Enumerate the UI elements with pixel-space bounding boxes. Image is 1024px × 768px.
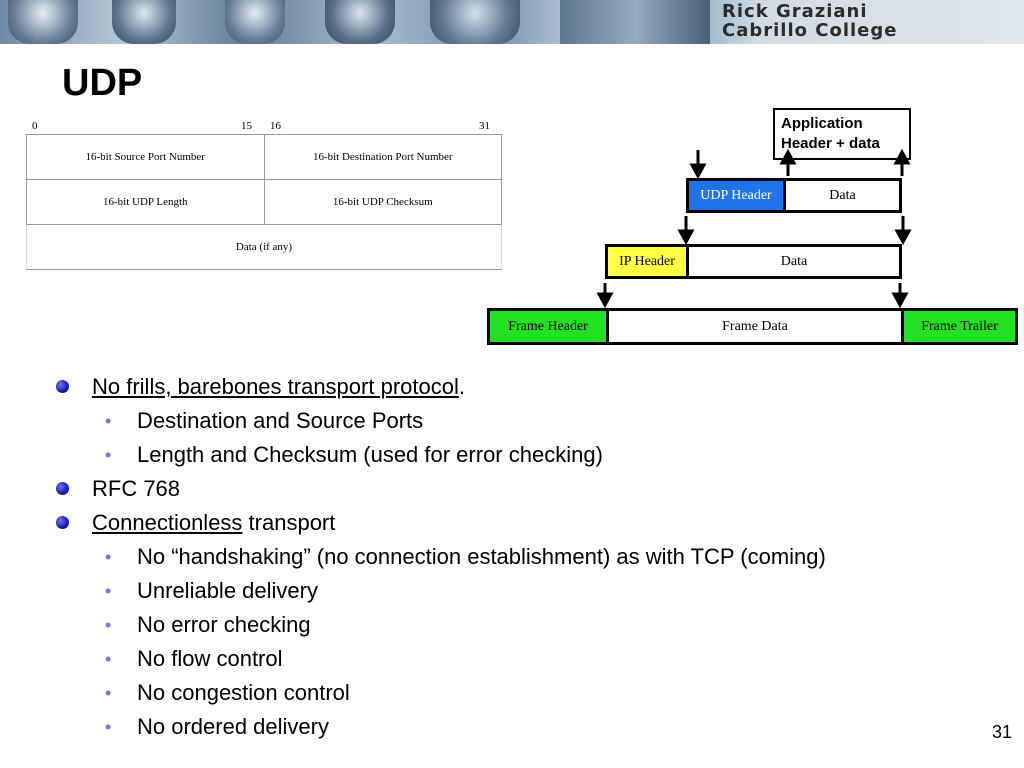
- list-item: [54, 574, 1014, 608]
- bullet-text: transport: [242, 510, 336, 535]
- udp-checksum-cell: 16-bit UDP Checksum: [264, 180, 503, 224]
- sub-bullet-text: No “handshaking” (no connection establishment) as with TCP (coming): [137, 544, 826, 569]
- sub-bullet-icon: •: [105, 683, 112, 703]
- data-cell: Data (if any): [26, 224, 502, 270]
- arrow-app-to-udp-left-head: [692, 165, 704, 176]
- bit-label-31: 31: [479, 120, 490, 132]
- frame-header-box: Frame Header: [487, 308, 609, 345]
- list-item: [54, 438, 1014, 472]
- list-item: [54, 540, 1014, 574]
- arrow-udp-to-ip-left-head: [680, 231, 692, 242]
- bullet-link-text[interactable]: Connectionless: [92, 510, 243, 535]
- bit-label-15: 15: [241, 120, 252, 132]
- sub-bullet-text: No ordered delivery: [137, 714, 329, 739]
- frame-trailer-box: Frame Trailer: [901, 308, 1018, 345]
- banner-college: Cabrillo College: [722, 20, 898, 41]
- sub-bullet-text: Unreliable delivery: [137, 578, 318, 603]
- sub-bullet-text: No flow control: [137, 646, 283, 671]
- arrow-ip-to-frame-right-head: [894, 294, 906, 305]
- sub-bullet-text: Destination and Source Ports: [137, 408, 424, 433]
- list-item: [54, 710, 1014, 744]
- sub-bullet-icon: •: [105, 445, 112, 465]
- application-box: [773, 108, 911, 160]
- sub-bullet-icon: •: [105, 581, 112, 601]
- list-item: [54, 404, 1014, 438]
- list-item: [54, 472, 1014, 506]
- source-port-cell: 16-bit Source Port Number: [26, 135, 264, 179]
- sub-bullet-icon: •: [105, 649, 112, 669]
- application-label: Application: [781, 115, 863, 132]
- bit-label-16: 16: [270, 120, 281, 132]
- ip-data-box: Data: [686, 244, 902, 279]
- list-item: [54, 608, 1014, 642]
- destination-port-cell: 16-bit Destination Port Number: [264, 135, 503, 179]
- list-item: [54, 676, 1014, 710]
- ip-header-box: IP Header: [605, 244, 689, 279]
- sub-bullet-icon: •: [105, 411, 112, 431]
- list-item: [54, 506, 1014, 540]
- bullet-link-text[interactable]: No frills, barebones transport protocol: [92, 374, 459, 399]
- frame-data-box: Frame Data: [606, 308, 904, 345]
- bit-label-0: 0: [32, 120, 38, 132]
- list-item: [54, 370, 1014, 404]
- bullet-text: .: [458, 374, 465, 399]
- sub-bullet-text: Length and Checksum (used for error checking): [137, 442, 603, 467]
- bullet-icon: [56, 380, 69, 393]
- arrow-udp-to-ip-right-head: [897, 231, 909, 242]
- sub-bullet-text: No congestion control: [137, 680, 350, 705]
- bullet-list: [54, 370, 1014, 744]
- banner-name: Rick Graziani: [722, 1, 868, 22]
- bullet-text: RFC 768: [92, 476, 181, 501]
- sub-bullet-icon: •: [105, 615, 112, 635]
- udp-length-cell: 16-bit UDP Length: [26, 180, 264, 224]
- arrow-ip-to-frame-left-head: [599, 294, 611, 305]
- udp-data-box: Data: [783, 178, 902, 213]
- application-sublabel: Header + data: [781, 135, 880, 152]
- bullet-icon: [56, 516, 69, 529]
- udp-header-box: UDP Header: [686, 178, 786, 213]
- page-title: UDP: [62, 62, 143, 104]
- list-item: [54, 642, 1014, 676]
- sub-bullet-text: No error checking: [137, 612, 311, 637]
- sub-bullet-icon: •: [105, 717, 112, 737]
- sub-bullet-icon: •: [105, 547, 112, 567]
- page-number: 31: [991, 722, 1012, 742]
- bullet-icon: [56, 482, 69, 495]
